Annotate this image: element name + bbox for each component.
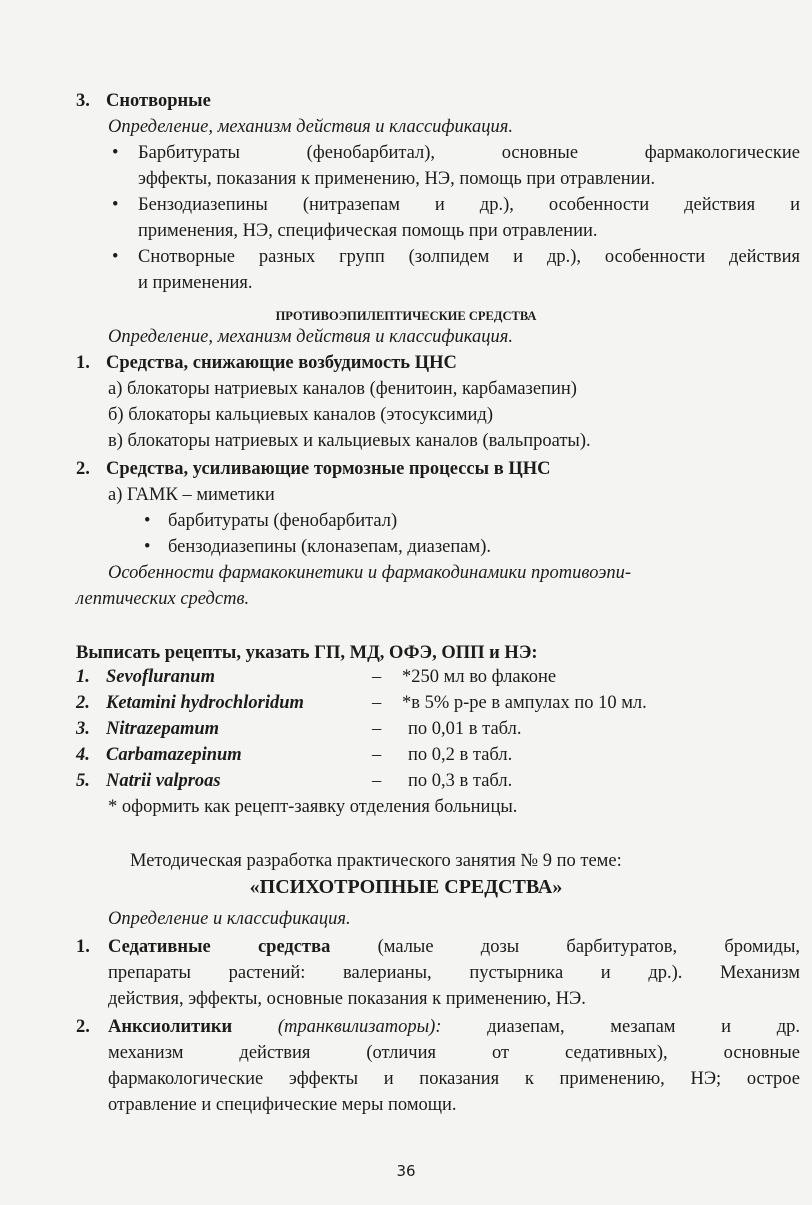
prescription-2-value: *в 5% р-ре в ампулах по 10 мл.	[402, 693, 647, 713]
antiepileptic-sub-a: а) блокаторы натриевых каналов (фенитоин, карбамазепин)	[108, 379, 577, 399]
hypnotics-bullet-1-line-2: эффекты, показания к применению, НЭ, помощь при отравлении.	[138, 169, 656, 189]
prescription-3-name: 3. Nitrazepamum	[76, 719, 220, 739]
prescription-4-value: по 0,2 в табл.	[408, 745, 513, 765]
hypnotics-bullet-3-line-2: и применения.	[138, 273, 253, 293]
prescription-2-dash: –	[372, 693, 382, 713]
antiepileptic-item-2-heading: 2. Средства, усиливающие тормозные процессы в ЦНС	[76, 459, 551, 479]
prescription-1-dash: –	[372, 667, 382, 687]
lesson-item-1-line-3: действия, эффекты, основные показания к применению, НЭ.	[108, 989, 586, 1009]
lesson-item-1-num: 1.	[76, 937, 90, 957]
lesson-item-1-line-2: препараты растений: валерианы, пустырника и др.). Механизм	[108, 963, 800, 983]
antiepileptic-item-1-heading: 1. Средства, снижающие возбудимость ЦНС	[76, 353, 457, 373]
lesson-item-2-line-4: отравление и специфические меры помощи.	[108, 1095, 457, 1115]
prescription-5-dash: –	[372, 771, 382, 791]
hypnotics-definition: Определение, механизм действия и классификация.	[108, 117, 513, 137]
bullet-marker: •	[144, 537, 151, 557]
antiepileptic-note-line-2: лептических средств.	[76, 589, 250, 609]
prescription-1-value: *250 мл во флаконе	[402, 667, 557, 687]
lesson-item-2-line-1: Анксиолитики (транквилизаторы): диазепам, мезапам и др.	[108, 1017, 800, 1037]
prescription-4-name: 4. Carbamazepinum	[76, 745, 242, 765]
page-number: 36	[396, 1162, 416, 1180]
lesson-item-2-num: 2.	[76, 1017, 90, 1037]
lesson-item-1-line-1: Седативные средства (малые дозы барбитуратов, бромиды,	[108, 937, 801, 957]
prescription-5-value: по 0,3 в табл.	[408, 771, 513, 791]
antiepileptic-note-line-1: Особенности фармакокинетики и фармакодинамики противоэпи-	[108, 563, 632, 583]
lesson-item-2-line-2: механизм действия (отличия от седативных), основные	[108, 1043, 800, 1063]
prescription-1-name: 1. Sevofluranum	[76, 667, 215, 687]
prescription-5-name: 5. Natrii valproas	[76, 771, 221, 791]
bullet-marker: •	[112, 143, 119, 163]
bullet-marker: •	[112, 247, 119, 267]
hypnotics-bullet-1-line-1: Барбитураты (фенобарбитал), основные фармакологические	[138, 143, 800, 163]
prescription-2-name: 2. Ketamini hydrochloridum	[76, 693, 304, 713]
prescription-3-dash: –	[372, 719, 382, 739]
prescriptions-footnote: * оформить как рецепт-заявку отделения больницы.	[108, 797, 518, 817]
antiepileptic-definition: Определение, механизм действия и классификация.	[108, 327, 513, 347]
lesson-title: «ПСИХОТРОПНЫЕ СРЕДСТВА»	[249, 876, 563, 898]
antiepileptic-bullet-benzodiazepines: бензодиазепины (клоназепам, диазепам).	[168, 537, 491, 557]
hypnotics-bullet-2-line-2: применения, НЭ, специфическая помощь при отравлении.	[138, 221, 598, 241]
prescription-3-value: по 0,01 в табл.	[408, 719, 522, 739]
antiepileptic-sub-gaba: а) ГАМК – миметики	[108, 485, 275, 505]
bullet-marker: •	[112, 195, 119, 215]
lesson-intro-line: Методическая разработка практического занятия № 9 по теме:	[130, 851, 622, 871]
lesson-item-2-line-3: фармакологические эффекты и показания к применению, НЭ; острое	[108, 1069, 800, 1089]
prescriptions-heading: Выписать рецепты, указать ГП, МД, ОФЭ, ОПП и НЭ:	[76, 643, 538, 663]
lesson-definition: Определение и классификация.	[108, 909, 351, 929]
section-hypnotics-heading: 3. Снотворные	[76, 91, 211, 111]
bullet-marker: •	[144, 511, 151, 531]
prescription-4-dash: –	[372, 745, 382, 765]
antiepileptic-heading: ПРОТИВОЭПИЛЕПТИЧЕСКИЕ СРЕДСТВА	[275, 309, 537, 323]
antiepileptic-bullet-barbiturates: барбитураты (фенобарбитал)	[168, 511, 398, 531]
hypnotics-bullet-3-line-1: Снотворные разных групп (золпидем и др.), особенности действия	[138, 247, 800, 267]
antiepileptic-sub-b: б) блокаторы кальциевых каналов (этосуксимид)	[108, 405, 493, 425]
antiepileptic-sub-c: в) блокаторы натриевых и кальциевых каналов (вальпроаты).	[108, 431, 591, 451]
hypnotics-bullet-2-line-1: Бензодиазепины (нитразепам и др.), особенности действия и	[138, 195, 800, 215]
